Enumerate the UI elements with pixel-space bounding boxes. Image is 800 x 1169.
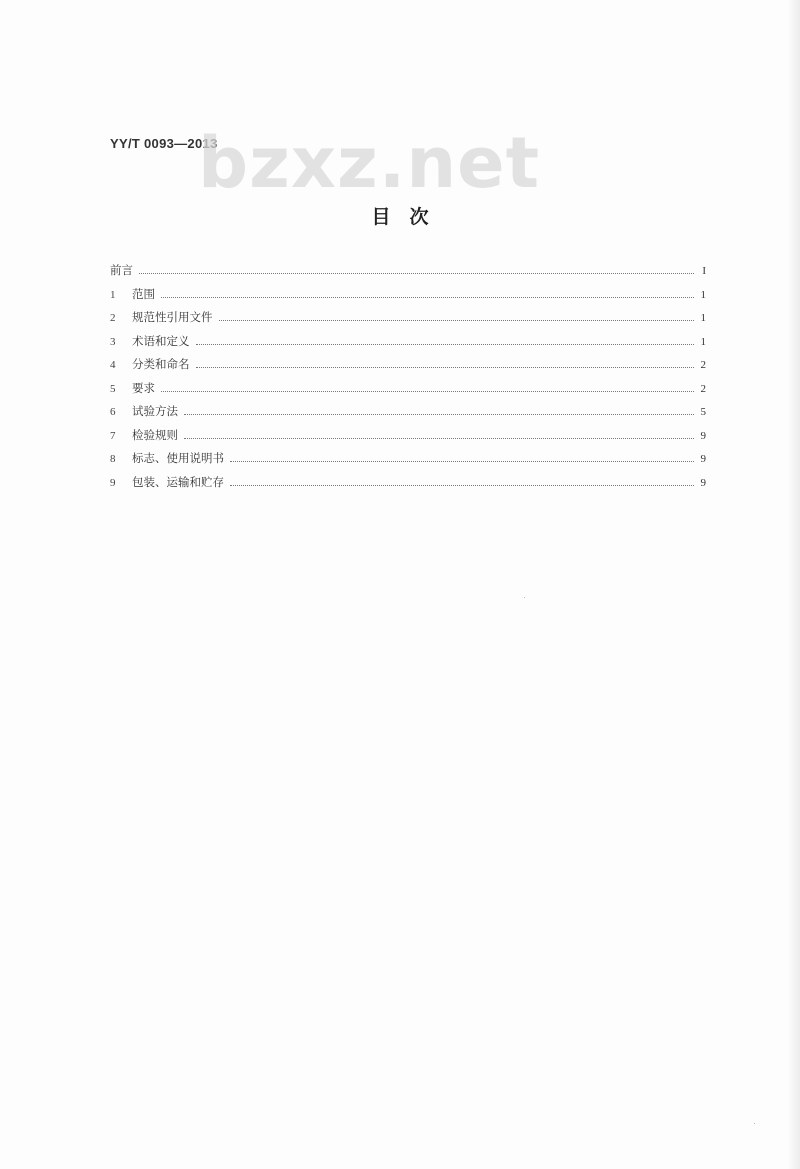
page-edge-shadow <box>786 0 800 1169</box>
toc-entry-label: 前言 <box>110 263 133 277</box>
toc-entry-label: 范围 <box>132 286 155 301</box>
toc-entry-page: 2 <box>700 382 706 395</box>
toc-entry-page: 9 <box>700 453 706 465</box>
toc-entry-number: 4 <box>110 359 116 371</box>
toc-leader-dots <box>196 367 695 368</box>
toc-entry-label: 规范性引用文件 <box>132 310 213 324</box>
toc-entry-number: 8 <box>110 453 116 465</box>
toc-entry-page: I <box>702 265 706 277</box>
toc-entry-page: 1 <box>700 335 706 348</box>
toc-leader-dots <box>184 438 694 439</box>
toc-entry-label: 标志、使用说明书 <box>132 451 224 465</box>
toc-title: 目 次 <box>371 206 429 228</box>
toc-entry-number: 7 <box>110 429 116 442</box>
toc-entry-classification[interactable] <box>110 356 706 380</box>
toc-entry-terms-definitions[interactable] <box>110 333 706 357</box>
toc-entry-foreword[interactable] <box>110 262 706 286</box>
toc-leader-dots <box>161 297 694 298</box>
toc-entry-scope[interactable] <box>110 286 706 310</box>
toc-entry-label: 试验方法 <box>132 404 178 418</box>
toc-entry-page: 9 <box>700 476 706 489</box>
toc-entry-number: 2 <box>110 312 116 324</box>
toc-entry-label: 检验规则 <box>132 427 178 442</box>
toc-leader-dots <box>219 320 695 321</box>
toc-entry-page: 1 <box>700 312 706 324</box>
toc-entry-marking-instructions[interactable] <box>110 450 706 474</box>
toc-leader-dots <box>230 485 694 486</box>
toc-leader-dots <box>161 391 694 392</box>
toc-leader-dots <box>139 273 694 274</box>
watermark: bzxz.net <box>198 122 541 204</box>
toc-entry-page: 5 <box>700 406 706 418</box>
toc-entry-label: 术语和定义 <box>132 333 190 348</box>
toc-entry-packaging-transport-storage[interactable] <box>110 474 706 498</box>
toc-entry-label: 要求 <box>132 380 155 395</box>
toc-leader-dots <box>230 461 694 462</box>
scan-speck <box>754 1123 755 1124</box>
toc-entry-page: 9 <box>700 429 706 442</box>
toc-entry-requirements[interactable] <box>110 380 706 404</box>
toc-entry-number: 1 <box>110 288 116 301</box>
toc-entry-number: 5 <box>110 382 116 395</box>
toc-entry-inspection-rules[interactable] <box>110 427 706 451</box>
scan-speck <box>524 597 525 598</box>
toc-entry-label: 包装、运输和贮存 <box>132 474 224 489</box>
toc-leader-dots <box>196 344 695 345</box>
toc-entry-number: 9 <box>110 476 116 489</box>
toc-entry-number: 6 <box>110 406 116 418</box>
toc-entry-test-methods[interactable] <box>110 403 706 427</box>
toc-entry-normative-references[interactable] <box>110 309 706 333</box>
table-of-contents <box>110 262 706 497</box>
toc-leader-dots <box>184 414 694 415</box>
toc-entry-label: 分类和命名 <box>132 357 190 371</box>
toc-entry-number: 3 <box>110 335 116 348</box>
toc-entry-page: 1 <box>700 288 706 301</box>
toc-entry-page: 2 <box>700 359 706 371</box>
document-code: YY/T 0093—2013 <box>110 136 218 151</box>
